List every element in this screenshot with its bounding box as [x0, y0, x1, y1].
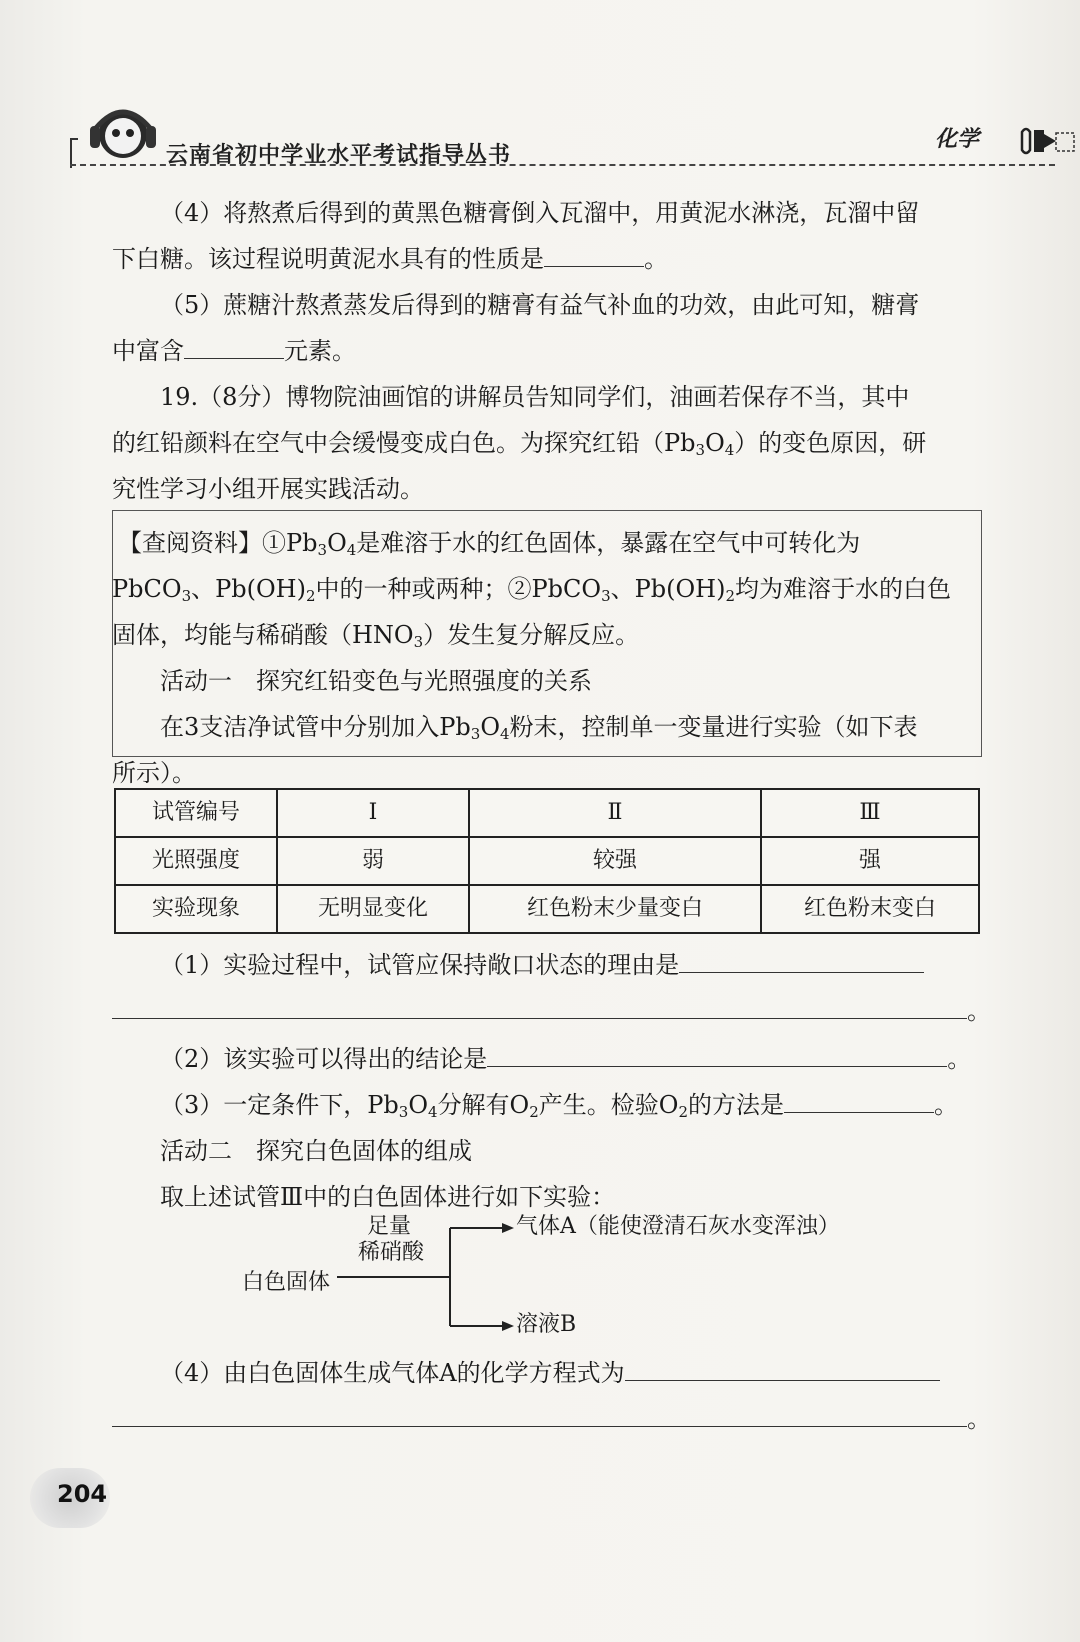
- activity1-line1: 在3支洁净试管中分别加入$Pb_3O_4$粉末，控制单一变量进行实验（如下表: [160, 713, 918, 743]
- answer-blank[interactable]: [784, 1088, 934, 1113]
- table-row: [115, 837, 979, 885]
- headphone-mascot-logo: [84, 100, 162, 162]
- activity2-line: 取上述试管Ⅲ中的白色固体进行如下实验：: [160, 1183, 616, 1211]
- info-line2: PbCO$_3$、$Pb(OH)_2$中的一种或两种；②PbCO$_3$、$Pb(OH)_2$均为难溶于水的白色: [112, 575, 951, 605]
- experiment-table: [114, 788, 980, 934]
- product-solution-b: 溶液B: [516, 1312, 577, 1337]
- table-cell: 试管编号: [115, 789, 277, 837]
- subquestion-2: （2）该实验可以得出的结论是 。: [112, 1036, 971, 1082]
- reagent-label-line2: 稀硝酸: [358, 1240, 425, 1265]
- table-cell: Ⅰ: [277, 789, 469, 837]
- q18-part4-line2: 下白糖。该过程说明黄泥水具有的性质是 。: [112, 236, 668, 282]
- speaker-tab-icon: [1020, 124, 1076, 158]
- q19-intro-line2: 的红铅颜料在空气中会缓慢变成白色。为探究红铅$(Pb_3O_4)$的变色原因，研: [112, 429, 927, 459]
- answer-blank[interactable]: [544, 242, 644, 267]
- table-cell: 光照强度: [115, 837, 277, 885]
- q18-part5-line2: 中富含 元素。: [112, 328, 356, 374]
- info-line3: 固体，均能与稀硝酸$(HNO_3)$发生复分解反应。: [112, 621, 640, 651]
- page-number: 204: [57, 1480, 108, 1508]
- table-cell: Ⅱ: [469, 789, 761, 837]
- table-cell: 强: [761, 837, 979, 885]
- answer-blank[interactable]: [625, 1356, 940, 1381]
- series-title: 云南省初中学业水平考试指导丛书: [166, 143, 512, 168]
- header-dashed-rule: [70, 164, 1055, 166]
- answer-blank[interactable]: [112, 1402, 967, 1427]
- q18-part5-line1: （5）蔗糖汁熬煮蒸发后得到的糖膏有益气补血的功效，由此可知，糖膏: [160, 291, 920, 319]
- subquestion-3: （3）一定条件下，$Pb_3O_4$分解有$O_2$产生。检验$O_2$的方法是 。: [112, 1082, 958, 1135]
- table-cell: 无明显变化: [277, 885, 469, 933]
- table-cell: Ⅲ: [761, 789, 979, 837]
- info-line1: 【查阅资料】$①Pb_3O_4$是难溶于水的红色固体，暴露在空气中可转化为: [118, 529, 861, 559]
- table-cell: 弱: [277, 837, 469, 885]
- table-row: [115, 885, 979, 933]
- answer-blank[interactable]: [487, 1042, 947, 1067]
- header-subject-area: [935, 122, 979, 153]
- answer-blank[interactable]: [679, 948, 924, 973]
- table-cell: 红色粉末少量变白: [469, 885, 761, 933]
- answer-blank[interactable]: [184, 334, 284, 359]
- subquestion-1-cont: 。: [112, 988, 991, 1034]
- table-cell: 实验现象: [115, 885, 277, 933]
- table-cell: 红色粉末变白: [761, 885, 979, 933]
- reagent-label-line1: 足量: [367, 1214, 412, 1239]
- answer-blank[interactable]: [112, 994, 967, 1019]
- table-row: [115, 789, 979, 837]
- reaction-flow-diagram: [232, 1216, 852, 1366]
- q18-part4-line1: （4）将熬煮后得到的黄黑色糖膏倒入瓦溜中，用黄泥水淋浇，瓦溜中留: [160, 199, 920, 227]
- activity1-line2: 所示）。: [112, 759, 196, 787]
- page-header: [70, 100, 1060, 170]
- product-gas-a: 气体A（能使澄清石灰水变浑浊）: [516, 1214, 840, 1239]
- activity2-title: 活动二 探究白色固体的组成: [160, 1137, 472, 1165]
- q19-intro-line3: 究性学习小组开展实践活动。: [112, 475, 424, 503]
- subquestion-4-cont: 。: [112, 1396, 991, 1442]
- subject-label: 化学: [935, 127, 980, 152]
- start-substance: 白色固体: [242, 1270, 331, 1295]
- subquestion-1: （1）实验过程中，试管应保持敞口状态的理由是: [112, 942, 924, 988]
- q19-intro-line1: 19.（8分）博物院油画馆的讲解员告知同学们，油画若保存不当，其中: [160, 383, 910, 411]
- activity1-title: 活动一 探究红铅变色与光照强度的关系: [160, 667, 592, 695]
- subquestion-4: （4）由白色固体生成气体A的化学方程式为: [112, 1350, 940, 1396]
- table-cell: 较强: [469, 837, 761, 885]
- page-number-badge: [30, 1468, 110, 1528]
